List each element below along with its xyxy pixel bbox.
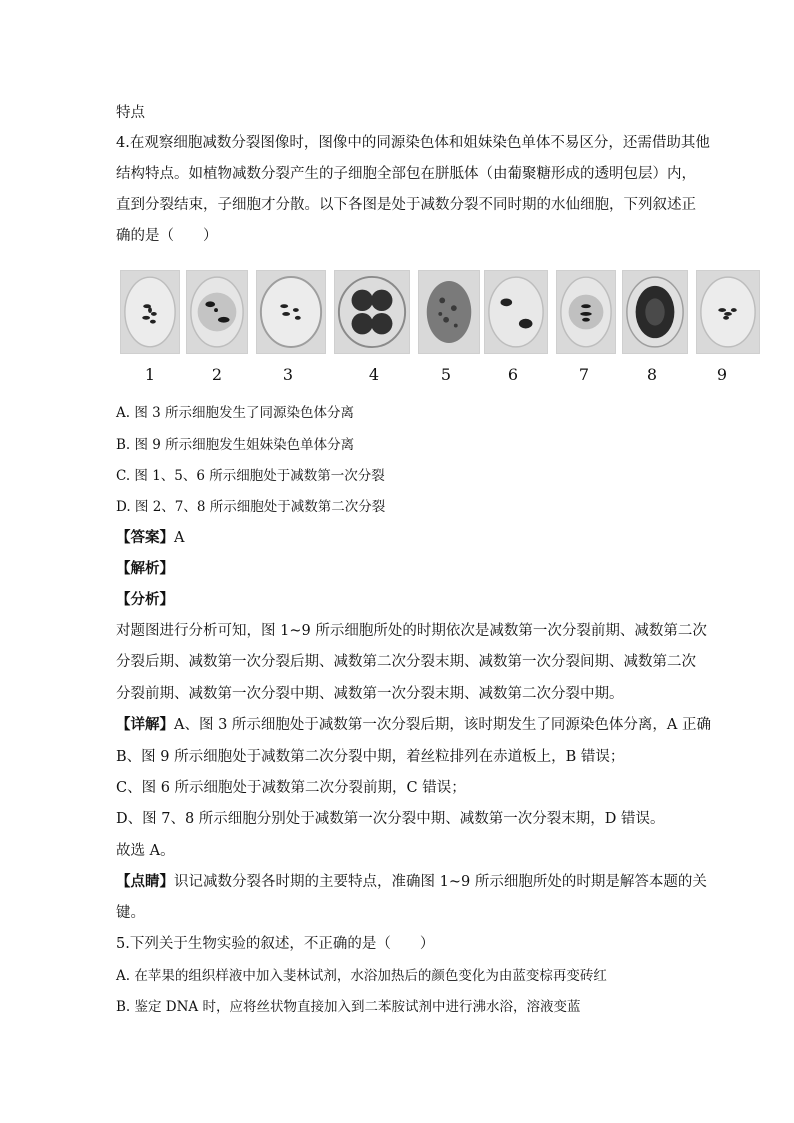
micrograph-7 bbox=[556, 270, 616, 354]
q5-option-a: A. 在苹果的组织样液中加入斐林试剂，水浴加热后的颜色变化为由蓝变棕再变砖红 bbox=[116, 968, 607, 984]
analysis-tag: 【解析】 bbox=[116, 560, 174, 577]
detail-line: 故选 A。 bbox=[116, 843, 175, 859]
figure-label: 2 bbox=[211, 365, 223, 384]
detail-line: D、图 7、8 所示细胞分别处于减数第一次分裂中期、减数第一次分裂末期，D 错误。 bbox=[116, 811, 665, 827]
option-d: D. 图 2、7、8 所示细胞处于减数第二次分裂 bbox=[116, 499, 386, 515]
option-a: A. 图 3 所示细胞发生了同源染色体分离 bbox=[116, 405, 355, 421]
micrograph-4 bbox=[334, 270, 410, 354]
fenxi-line: 分裂后期、减数第一次分裂后期、减数第二次分裂末期、减数第一次分裂间期、减数第二次 bbox=[116, 654, 696, 670]
detail-line bbox=[116, 715, 711, 735]
figure-label: 7 bbox=[578, 365, 590, 384]
detail-line: C、图 6 所示细胞处于减数第二次分裂前期，C 错误； bbox=[116, 780, 466, 796]
dianjing-tag: 【点睛】 bbox=[116, 873, 174, 890]
figure-label: 4 bbox=[368, 365, 380, 384]
q5-option-b: B. 鉴定 DNA 时，应将丝状物直接加入到二苯胺试剂中进行沸水浴，溶液变蓝 bbox=[116, 999, 581, 1015]
micrograph-1 bbox=[120, 270, 180, 354]
micrograph-5 bbox=[418, 270, 480, 354]
micrograph-2 bbox=[186, 270, 248, 354]
answer-value: A bbox=[174, 530, 185, 546]
figure-label: 1 bbox=[144, 365, 156, 384]
micrograph-3 bbox=[256, 270, 326, 354]
figure-label: 3 bbox=[282, 365, 294, 384]
fenxi-tag: 【分析】 bbox=[116, 591, 174, 608]
question-4-stem: 确的是（ ） bbox=[116, 228, 218, 244]
figure-label: 8 bbox=[646, 365, 658, 384]
detail-tag: 【详解】 bbox=[116, 716, 174, 733]
figure-label: 5 bbox=[440, 365, 452, 384]
answer-tag: 【答案】 bbox=[116, 529, 174, 546]
question-4-stem: 结构特点。如植物减数分裂产生的子细胞全部包在胼胝体（由葡聚糖形成的透明包层）内， bbox=[116, 166, 696, 182]
question-4-stem: 直到分裂结束，子细胞才分散。以下各图是处于减数分裂不同时期的水仙细胞，下列叙述正 bbox=[116, 197, 696, 213]
fenxi-line: 对题图进行分析可知，图 1~9 所示细胞所处的时期依次是减数第一次分裂前期、减数第二次 bbox=[116, 623, 707, 639]
dianjing-line: 键。 bbox=[116, 905, 145, 921]
cell-micrograph-figure bbox=[116, 270, 762, 354]
detail-line: B、图 9 所示细胞处于减数第二次分裂中期，着丝粒排列在赤道板上，B 错误； bbox=[116, 749, 625, 765]
micrograph-9 bbox=[696, 270, 760, 354]
text-line: 特点 bbox=[116, 105, 145, 121]
question-4-stem: 4.在观察细胞减数分裂图像时，图像中的同源染色体和姐妹染色单体不易区分，还需借助其他 bbox=[116, 135, 710, 151]
figure-label: 6 bbox=[507, 365, 519, 384]
detail-text: A、图 3 所示细胞处于减数第一次分裂后期，该时期发生了同源染色体分离，A 正确 bbox=[174, 717, 711, 733]
micrograph-6 bbox=[484, 270, 548, 354]
figure-label: 9 bbox=[716, 365, 728, 384]
answer-line bbox=[116, 528, 184, 548]
question-5-stem: 5.下列关于生物实验的叙述，不正确的是（ ） bbox=[116, 936, 435, 952]
option-c: C. 图 1、5、6 所示细胞处于减数第一次分裂 bbox=[116, 468, 385, 484]
dianjing-text: 识记减数分裂各时期的主要特点，准确图 1~9 所示细胞所处的时期是解答本题的关 bbox=[174, 874, 707, 890]
micrograph-8 bbox=[622, 270, 688, 354]
dianjing-line bbox=[116, 872, 707, 892]
option-b: B. 图 9 所示细胞发生姐妹染色单体分离 bbox=[116, 437, 355, 453]
fenxi-line: 分裂前期、减数第一次分裂中期、减数第一次分裂末期、减数第二次分裂中期。 bbox=[116, 686, 624, 702]
